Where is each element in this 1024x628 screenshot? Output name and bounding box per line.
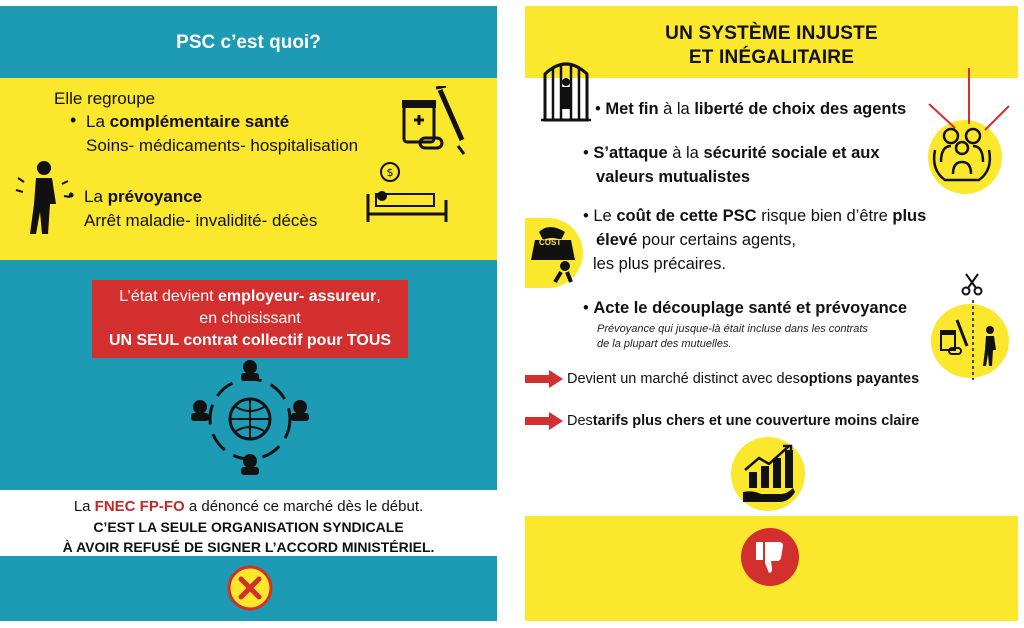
scissors-icon — [960, 272, 984, 296]
cost-label: COST — [539, 238, 562, 247]
item2-title: La prévoyance — [84, 187, 203, 206]
employer-insurer-box: L’état devient employeur- assureur, en choisissant UN SEUL contrat collectif pour TOUS — [92, 280, 408, 358]
birdcage-person-icon — [539, 54, 593, 124]
left-title: PSC c’est quoi? — [176, 32, 321, 53]
right-title: UN SYSTÈME INJUSTE ET INÉGALITAIRE — [665, 23, 878, 68]
arrow-row-tariffs: Des tarifs plus chers et une couverture moins claire — [525, 412, 919, 430]
svg-text:$: $ — [386, 166, 394, 179]
left-panel — [0, 0, 497, 628]
family-protection-icon — [913, 66, 1013, 192]
right-panel — [525, 0, 1018, 628]
cost-bag-icon — [531, 218, 581, 284]
red-arrow-icon — [525, 370, 563, 388]
network-globe-icon — [186, 357, 314, 481]
point-cost-text: • Le coût de cette PSC risque bien d’être plus élevé pour certains agents, les plus précaires. — [583, 207, 927, 273]
rising-cost-chart-icon — [739, 442, 799, 504]
point-freedom-text: • Met fin à la liberté de choix des agents — [595, 100, 907, 118]
decoupling-note: Prévoyance qui jusque-là était incluse dans les contrats de la plupart des mutuelles. — [597, 323, 868, 350]
item1-title: La complémentaire santé — [86, 112, 290, 131]
fnec-statement: La FNEC FP-FO a dénoncé ce marché dès le début. C’EST LA SEULE ORGANISATION SYNDICALE À AVOIR REFUSÉ DE SIGNER L’ACCORD MINISTÉRIEL. — [62, 498, 435, 555]
point-social-security-text: • S’attaque à la sécurité sociale et aux valeurs mutualistes — [583, 144, 880, 186]
item1-detail: Soins- médicaments- hospitalisation — [86, 136, 359, 155]
intro-text: Elle regroupe — [54, 89, 156, 108]
arrow-row-market: Devient un marché distinct avec des options payantes — [525, 370, 919, 388]
health-prevoyance-split-icon — [935, 300, 1009, 380]
refuse-x-icon — [225, 563, 275, 613]
medicine-syringe-icon — [398, 86, 468, 158]
hospital-bed-icon — [364, 160, 450, 226]
item2-detail: Arrêt maladie- invalidité- décès — [84, 211, 318, 230]
bullet-dot: • — [70, 110, 77, 130]
red-arrow-icon — [525, 412, 563, 430]
thumbs-down-icon — [754, 540, 786, 574]
bullet-dot: • — [68, 185, 75, 205]
point-decoupling-text: • Acte le découplage santé et prévoyance — [583, 299, 907, 317]
sick-person-icon — [14, 158, 70, 238]
